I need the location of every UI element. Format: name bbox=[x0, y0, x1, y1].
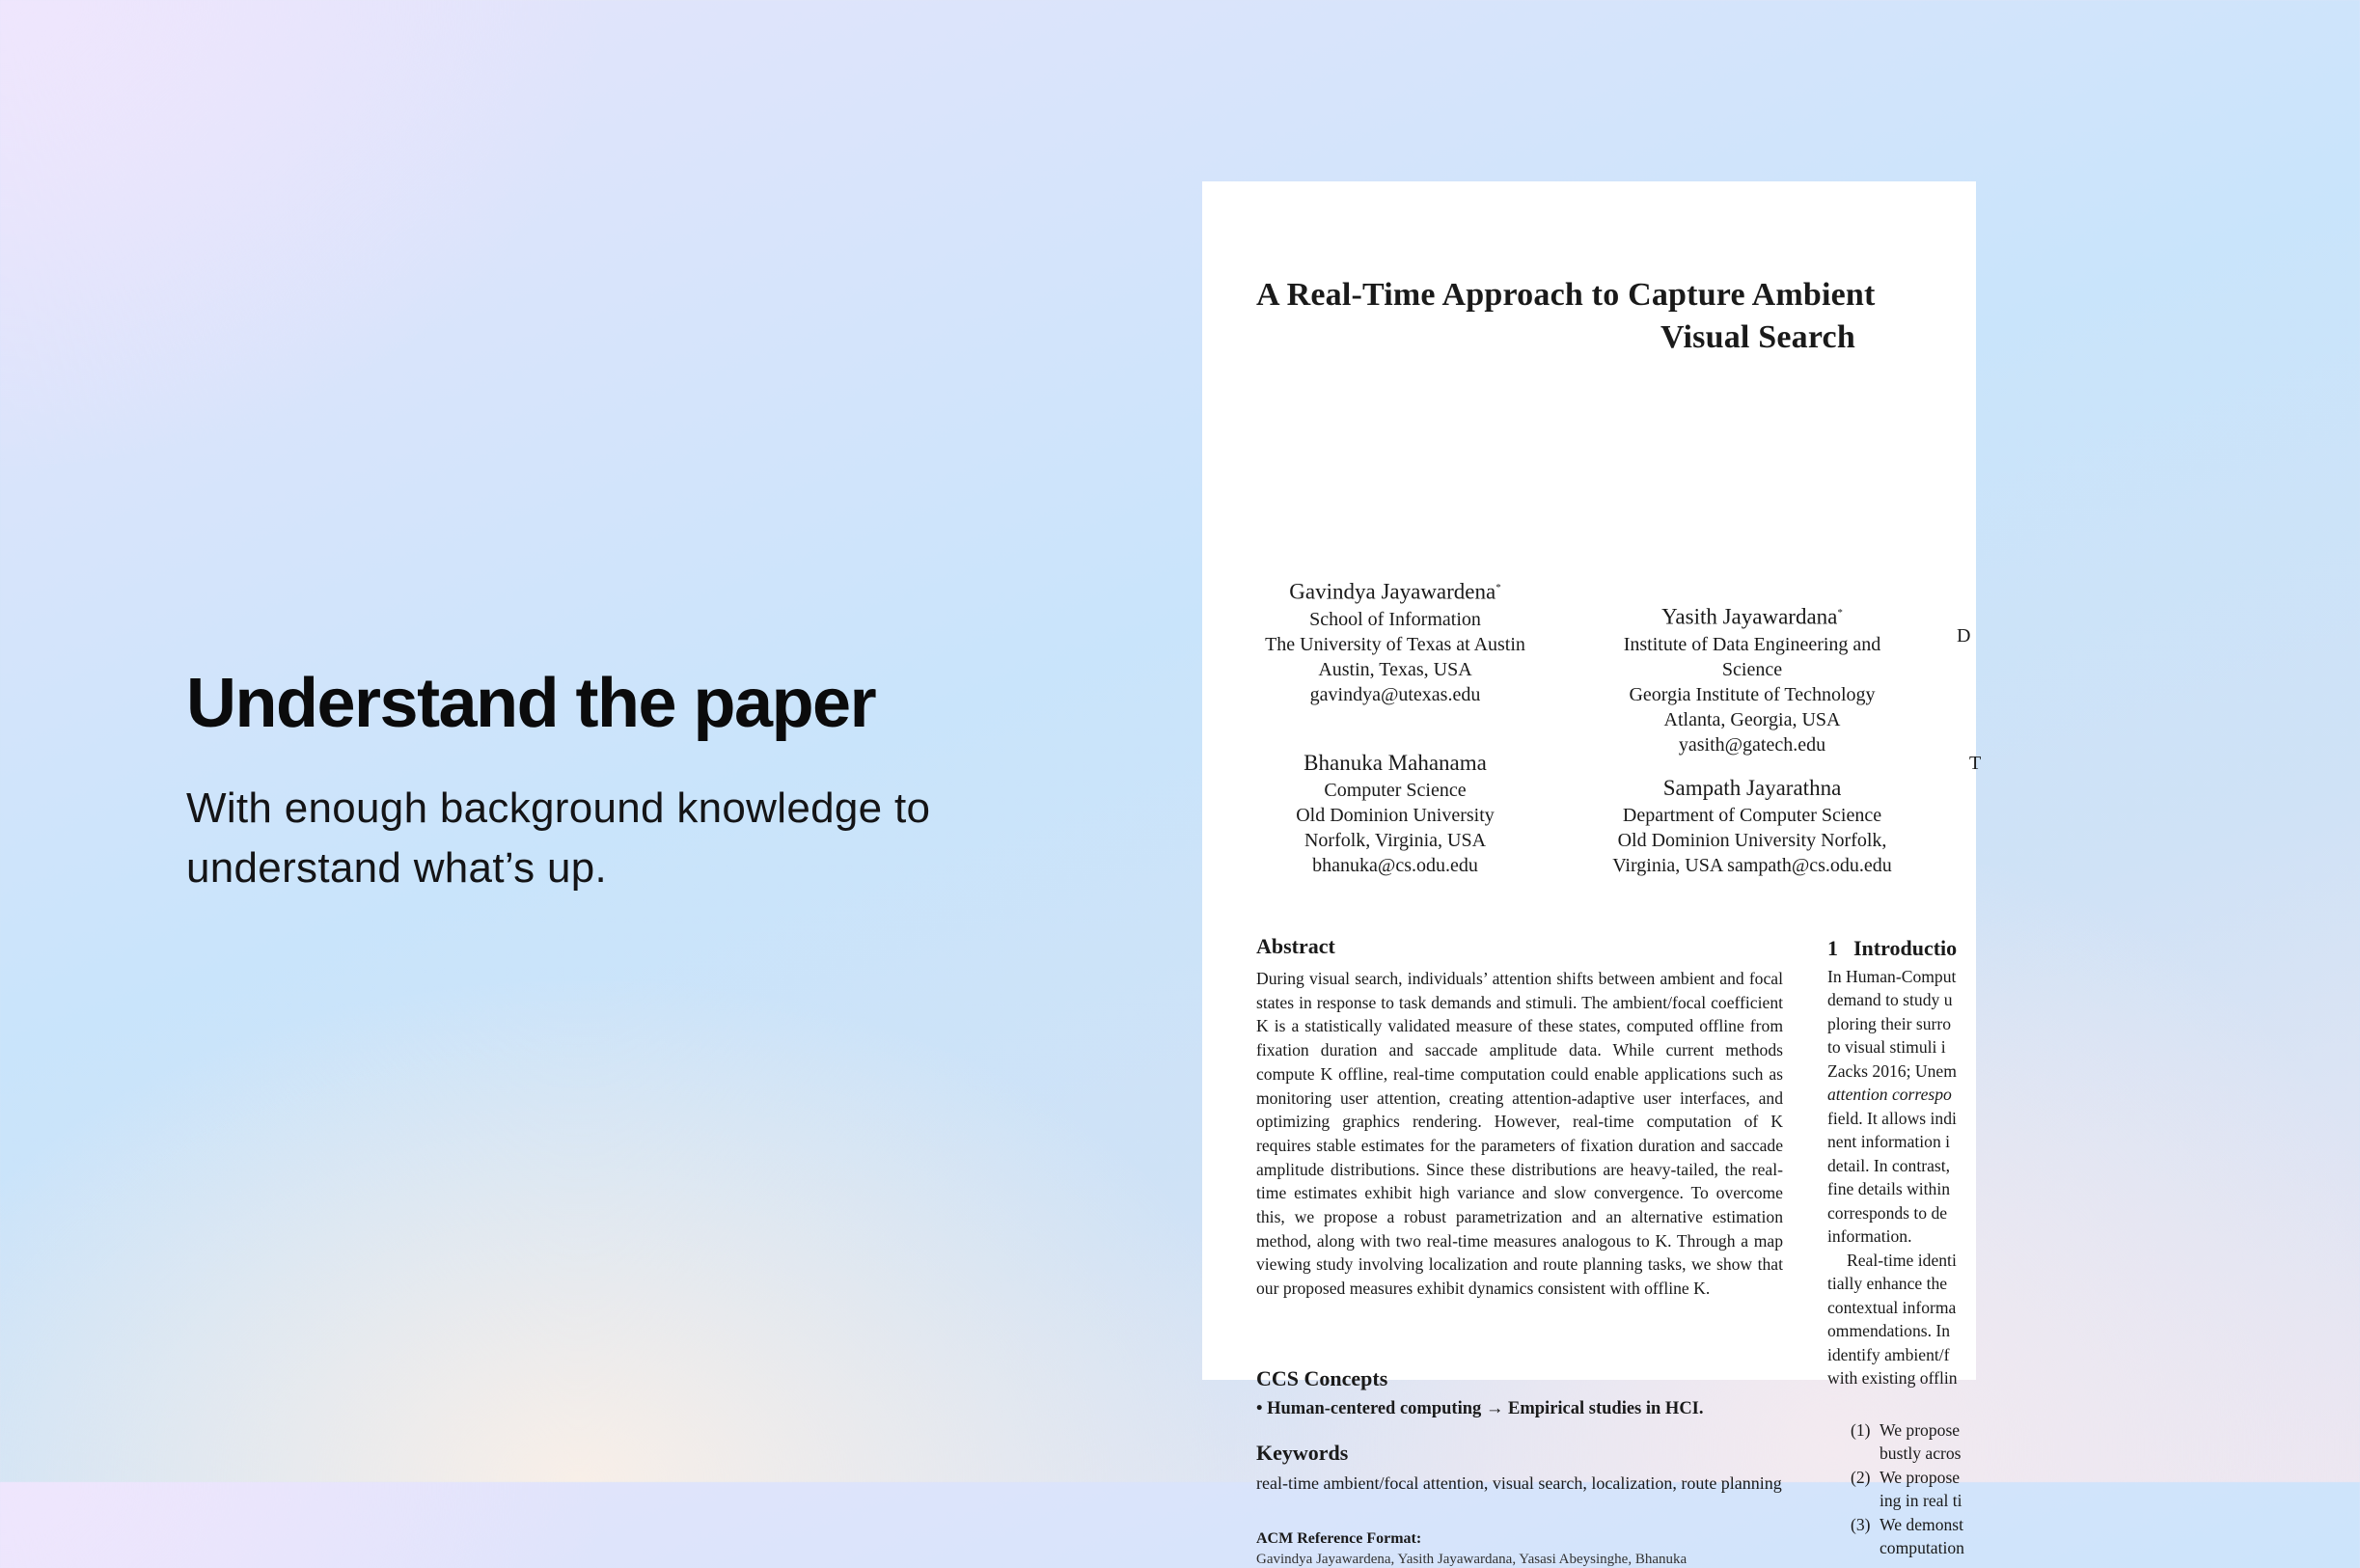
keywords-heading: Keywords bbox=[1256, 1441, 1349, 1465]
intro-line: Real-time identi bbox=[1847, 1251, 1957, 1270]
list-item-text: We propose bbox=[1880, 1468, 1961, 1487]
intro-line: fine details within bbox=[1827, 1179, 1951, 1198]
author-block bbox=[1250, 749, 1540, 878]
author-affiliation-line: Department of Computer Science bbox=[1622, 805, 1882, 826]
intro-heading-text: Introductio bbox=[1853, 936, 1958, 960]
intro-line: ploring their surro bbox=[1827, 1014, 1952, 1033]
author-block bbox=[1588, 774, 1916, 878]
author-affiliation-line: Science bbox=[1721, 658, 1783, 680]
author-name: Sampath Jayarathna bbox=[1662, 776, 1842, 800]
author-affiliation-line: Old Dominion University bbox=[1296, 805, 1495, 826]
intro-line: tially enhance the bbox=[1827, 1274, 1948, 1293]
author-name: Gavindya Jayawardena* bbox=[1289, 579, 1501, 604]
intro-line: In Human-Comput bbox=[1827, 967, 1957, 986]
author-block bbox=[1250, 573, 1540, 707]
ccs-item: • Human-centered computing → Empirical studies in HCI. bbox=[1256, 1399, 1704, 1418]
author-email: gavindya@utexas.edu bbox=[1309, 683, 1481, 705]
list-marker: (3) bbox=[1851, 1515, 1871, 1534]
author-email: bhanuka@cs.odu.edu bbox=[1312, 855, 1478, 876]
keywords-text: real-time ambient/focal attention, visual search, localization, route planning bbox=[1256, 1473, 1782, 1493]
author-affiliation-line: Institute of Data Engineering and bbox=[1623, 633, 1881, 655]
author-affiliation-line: Norfolk, Virginia, USA bbox=[1303, 830, 1487, 851]
list-item-text: We demonst bbox=[1880, 1515, 1964, 1534]
intro-line: contextual informa bbox=[1827, 1298, 1957, 1317]
intro-line: Zacks 2016; Unem bbox=[1827, 1061, 1957, 1081]
hero-title: Understand the paper bbox=[186, 665, 876, 742]
author-affiliation-line: School of Information bbox=[1309, 608, 1481, 630]
author-fragment: D bbox=[1957, 625, 1971, 646]
intro-line: corresponds to de bbox=[1827, 1203, 1948, 1223]
acm-reference-text: Gavindya Jayawardena, Yasith Jayawardana, Yasasi Abeysinghe, Bhanuka bbox=[1256, 1552, 1688, 1567]
abstract-body: During visual search, individuals’ attention shifts between ambient and focal states in response to task demands and stimuli. The ambient/focal coefficient K is a statistically validated measure of these states, computed offline from fixation duration and saccade amplitude data. While current methods compute K offline, real-time computation could enable applications such as monitoring user attention, creating attention-adaptive user interfaces, and optimizing graphics rendering. However, real-time computation of K requires stable estimates for the parameters of fixation duration and saccade amplitude distributions. Since these distributions are heavy-tailed, the real-time estimates exhibit high variance and slow convergence. To overcome this, we propose a robust parametrization and an alternative estimation method, along with two real-time measures analogous to K. Through a map viewing study involving localization and route planning tasks, we show that our proposed measures exhibit dynamics consistent with offline K. bbox=[1256, 969, 1783, 1299]
list-marker: (1) bbox=[1851, 1420, 1871, 1440]
intro-line: nent information i bbox=[1827, 1132, 1951, 1151]
list-item-text: ing in real ti bbox=[1880, 1491, 1962, 1510]
author-affiliation-line: Atlanta, Georgia, USA bbox=[1663, 708, 1841, 730]
intro-line: field. It allows indi bbox=[1827, 1109, 1957, 1128]
intro-heading bbox=[1827, 936, 1957, 961]
author-name: Bhanuka Mahanama bbox=[1303, 751, 1487, 775]
list-item-text: We propose bbox=[1880, 1420, 1961, 1440]
intro-line: attention correspo bbox=[1827, 1085, 1952, 1104]
abstract-heading: Abstract bbox=[1256, 934, 1335, 958]
paper-title-line-2: Visual Search bbox=[1660, 319, 1855, 355]
intro-line: ommendations. In bbox=[1827, 1321, 1951, 1340]
intro-line: to visual stimuli i bbox=[1827, 1037, 1946, 1057]
intro-line: information. bbox=[1827, 1226, 1912, 1246]
ccs-heading: CCS Concepts bbox=[1256, 1366, 1388, 1390]
hero-section bbox=[186, 666, 1055, 898]
list-item-text: computation bbox=[1880, 1538, 1964, 1557]
author-affiliation-line: Virginia, USA sampath@cs.odu.edu bbox=[1612, 855, 1892, 876]
author-email: yasith@gatech.edu bbox=[1678, 733, 1826, 756]
list-item-text: bustly acros bbox=[1880, 1444, 1962, 1463]
paper-title-line-1: A Real-Time Approach to Capture Ambient bbox=[1256, 277, 1876, 313]
author-block bbox=[1588, 598, 1916, 757]
intro-section-number: 1 bbox=[1827, 936, 1838, 960]
intro-line: with existing offlin bbox=[1827, 1368, 1958, 1388]
author-affiliation-line: Georgia Institute of Technology bbox=[1629, 683, 1876, 705]
author-affiliation-line: Computer Science bbox=[1324, 780, 1467, 801]
author-affiliation-line: Old Dominion University Norfolk, bbox=[1617, 830, 1887, 851]
intro-line: detail. In contrast, bbox=[1827, 1156, 1951, 1175]
author-affiliation-line: Austin, Texas, USA bbox=[1318, 658, 1472, 680]
author-name: Yasith Jayawardana* bbox=[1661, 604, 1843, 629]
acm-reference-heading: ACM Reference Format: bbox=[1256, 1530, 1422, 1547]
paper-title bbox=[1256, 274, 2260, 359]
paper-preview bbox=[1202, 181, 1982, 1567]
author-affiliation-line: The University of Texas at Austin bbox=[1265, 633, 1525, 655]
author-fragment: T bbox=[1969, 753, 1982, 774]
hero-subtitle: With enough background knowledge to understand what’s up. bbox=[186, 784, 931, 893]
intro-line: identify ambient/f bbox=[1827, 1345, 1950, 1364]
intro-line: demand to study u bbox=[1827, 990, 1953, 1009]
list-marker: (2) bbox=[1851, 1468, 1871, 1487]
